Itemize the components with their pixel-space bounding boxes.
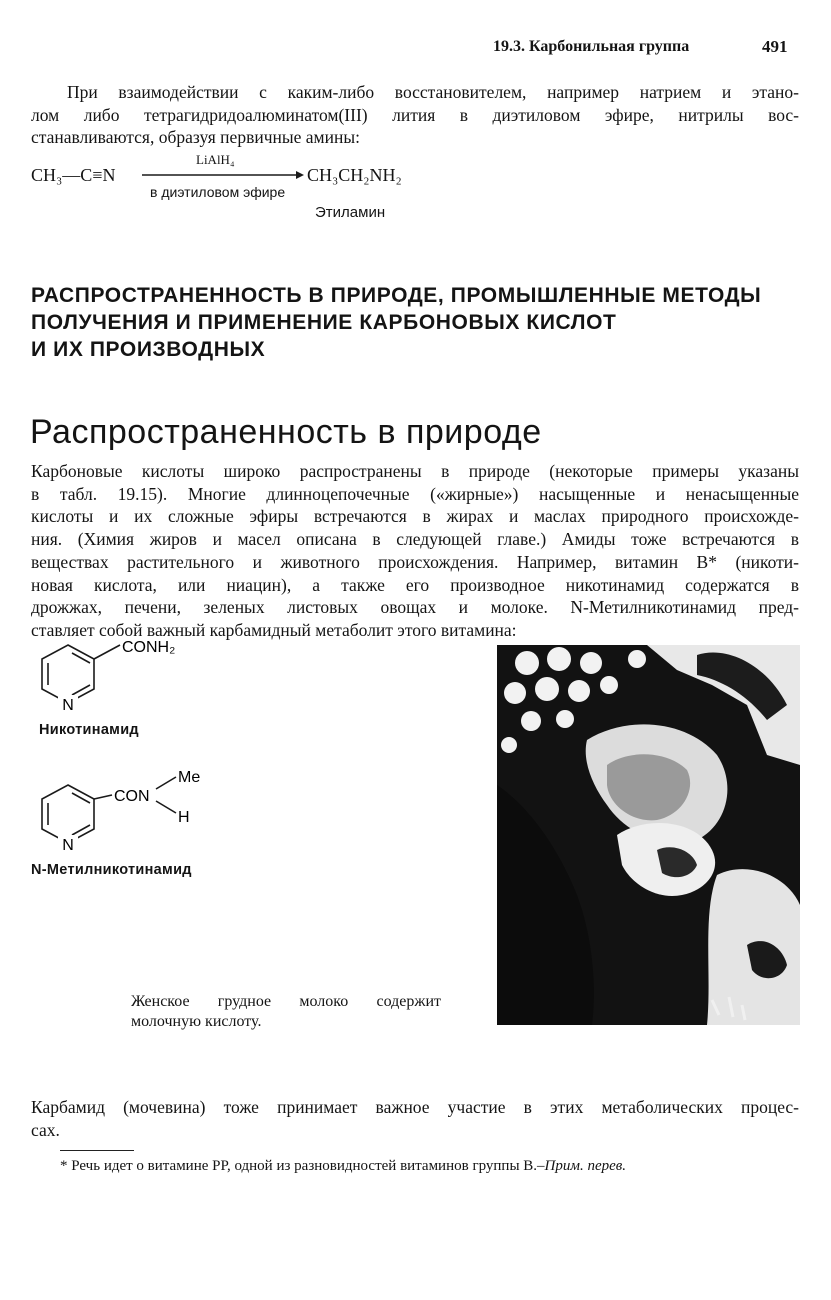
page-number: 491 [762,37,788,56]
closing-paragraph [31,1096,799,1141]
methyl-group: Me [178,769,201,786]
section-heading [31,282,761,363]
caption-line: молочную кислоту. [131,1013,262,1030]
text-line: сах. [31,1119,60,1140]
footnote [60,1158,626,1175]
methylnicotinamide-label: N-Метилникотинамид [31,862,192,878]
nicotinamide-structure [28,635,228,725]
hydrogen-atom: H [178,809,190,826]
translator-note: Прим. перев. [544,1158,627,1174]
text-line: новая кислота, или ниацин), а также его производное никотинамид содержатся в [31,574,799,595]
text-line: Карбоновые кислоты широко распространены в природе (некоторые примеры указаны [31,461,799,481]
photo-graphic [497,645,800,1025]
section-title: 19.3. Карбонильная группа [493,38,690,55]
text-line: кислоты и их сложные эфиры встречаются в жирах и маслах природного происхожде- [31,506,799,527]
methylnicotinamide-structure [28,765,228,860]
intro-paragraph [31,81,799,149]
product: CH₃CH₂NH₂ [307,165,402,185]
reagent: LiAlH₄ [196,152,235,167]
heading-line: И ИХ ПРОИЗВОДНЫХ [31,338,266,361]
ring-nitrogen: N [62,837,74,854]
reaction-arrow [142,171,304,179]
breastfeeding-photo [497,645,800,1025]
text-line: дрожжах, печени, зеленых листовых овощах и молоке. N-Метилникотинамид пред- [31,597,799,618]
heading-line: ПОЛУЧЕНИЯ И ПРИМЕНЕНИЕ КАРБОНОВЫХ КИСЛОТ [31,311,617,334]
footnote-text: * Речь идет о витамине РР, одной из разновидностей витаминов группы В.– [60,1158,545,1174]
text-line: в табл. 19.15). Многие длинноцепочечные («жирные») насыщенные и ненасыщенные [31,483,799,504]
text-line: лом либо тетрагидридоалюминатом(III) лития в диэтиловом эфире, нитрилы вос- [31,104,799,125]
text-line: веществах растительного и животного происхождения. Например, витамин В* (никоти- [31,551,799,572]
text-line: При взаимодействии с каким-либо восстановителем, например натрием и этано- [67,82,799,102]
text-line: Карбамид (мочевина) тоже принимает важное участие в этих метаболических процес- [31,1097,799,1117]
amide-group: CON [114,788,150,805]
text-line: станавливаются, образуя первичные амины: [31,127,360,147]
body-paragraph [31,460,799,642]
ring-nitrogen: N [62,697,74,714]
product-name: Этиламин [315,204,386,221]
text-line: ставляет собой важный карбамидный метаболит этого витамина: [31,619,517,640]
subheading: Распространенность в природе [30,413,542,451]
reaction-condition: в диэтиловом эфире [150,184,286,200]
amide-group: CONH₂ [122,639,176,656]
text-line: ния. (Химия жиров и масел описана в следующей главе.) Амиды тоже встречаются в [31,529,799,550]
nicotinamide-label: Никотинамид [39,722,139,738]
photo-caption [131,992,441,1032]
caption-line: Женское грудное молоко содержит [131,993,441,1010]
footnote-rule [60,1150,134,1151]
reactant: CH₃—C≡N [31,165,116,185]
heading-line: РАСПРОСТРАНЕННОСТЬ В ПРИРОДЕ, ПРОМЫШЛЕННЫЕ МЕТОДЫ [31,284,762,307]
